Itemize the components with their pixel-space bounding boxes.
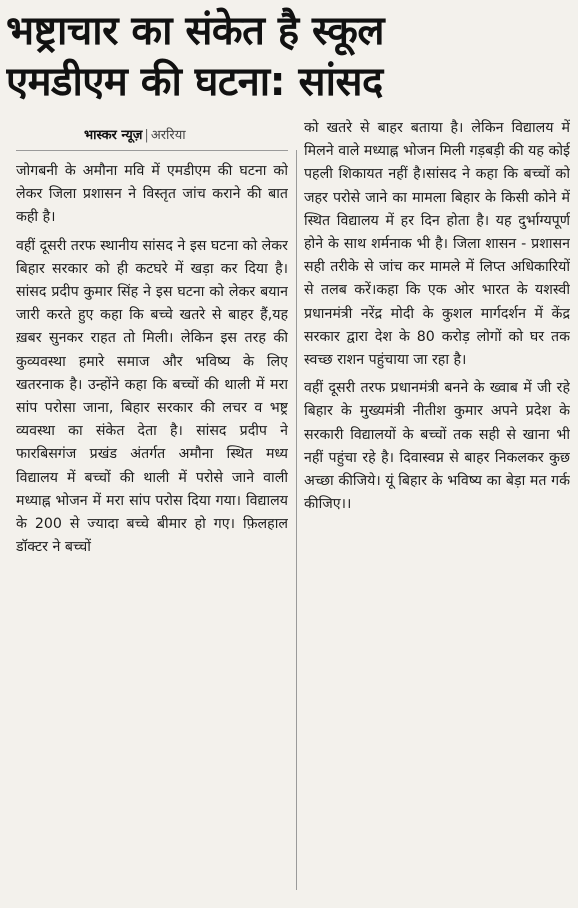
byline: [84, 125, 186, 143]
paragraph: को खतरे से बाहर बताया है। लेकिन विद्यालय में मिलने वाले मध्याह्न भोजन मिली गड़बड़ी की यह कोई पहली शिकायत नहीं है।सांसद ने कहा कि बच्चों को जहर परोसे जाने का मामला बिहार के किसी कोने में स्थित विद्यालय में हर दिन होता है। यह दुर्भाग्यपूर्ण होने के साथ शर्मनाक भी है। जिला शासन - प्रशासन सही तरीके से जांच कर मामले में लिप्त अधिकारियों से तलब करें।कहा कि एक ओर भारत के यशस्वी प्रधानमंत्री नरेंद्र मोदी के कुशल मार्गदर्शन में केंद्र सरकार द्वारा देश के 80 करोड़ लोगों को घर तक स्वच्छ राशन पहुंचाया जा रहा है।: [304, 120, 570, 369]
article-column-left: [16, 160, 288, 902]
byline-divider: [16, 150, 288, 151]
headline-line-1: भष्ट्राचार का संकेत है स्कूल: [6, 8, 384, 54]
headline-line-2: एमडीएम की घटना: सांसद: [6, 59, 383, 105]
headline: [6, 6, 572, 108]
paragraph: वहीं दूसरी तरफ स्थानीय सांसद ने इस घटना को लेकर बिहार सरकार को ही कटघरे में खड़ा कर दिया है।सांसद प्रदीप कुमार सिंह ने इस घटना को लेकर बयान जारी करते हुए कहा कि बच्चे खतरे से बाहर हैं,यह ख़बर सुनकर राहत तो मिली। लेकिन इस तरह की कुव्यवस्था हमारे समाज और भविष्य के लिए खतरनाक है। उन्होंने कहा कि बच्चों की थाली में मरा सांप परोसा जाना, बिहार सरकार की लचर व भष्ट्र व्यवस्था का संकेत देता है। सांसद प्रदीप ने फारबिसगंज प्रखंड अंतर्गत अमौना स्थित मध्य विद्यालय में बच्चों की थाली में परोसे जाने वाली मध्याह्न भोजन में मरा सांप परोस दिया गया। विद्यालय के 200 से ज्यादा बच्चे बीमार हो गए। फ़िलहाल डॉक्टर ने बच्चों: [16, 237, 288, 556]
paragraph: वहीं दूसरी तरफ प्रधानमंत्री बनने के ख्वाब में जी रहे बिहार के मुख्यमंत्री नीतीश कुमार अपने प्रदेश के सरकारी विद्यालयों के बच्चों तक सही से खाना भी नहीं पहुंचा रहे है। दिवास्वप्न से बाहर निकलकर कुछ अच्छा कीजिये। यूं बिहार के भविष्य का बेड़ा मत गर्क कीजिए।।: [304, 380, 570, 513]
byline-place: अररिया: [150, 128, 186, 143]
article-column-right: [304, 117, 570, 873]
byline-separator: |: [144, 128, 149, 143]
column-divider: [296, 150, 297, 890]
byline-source: भास्कर न्यूज़: [84, 128, 143, 143]
paragraph: जोगबनी के अमौना मवि में एमडीएम की घटना को लेकर जिला प्रशासन ने विस्तृत जांच कराने की बात कही है।: [16, 163, 288, 226]
